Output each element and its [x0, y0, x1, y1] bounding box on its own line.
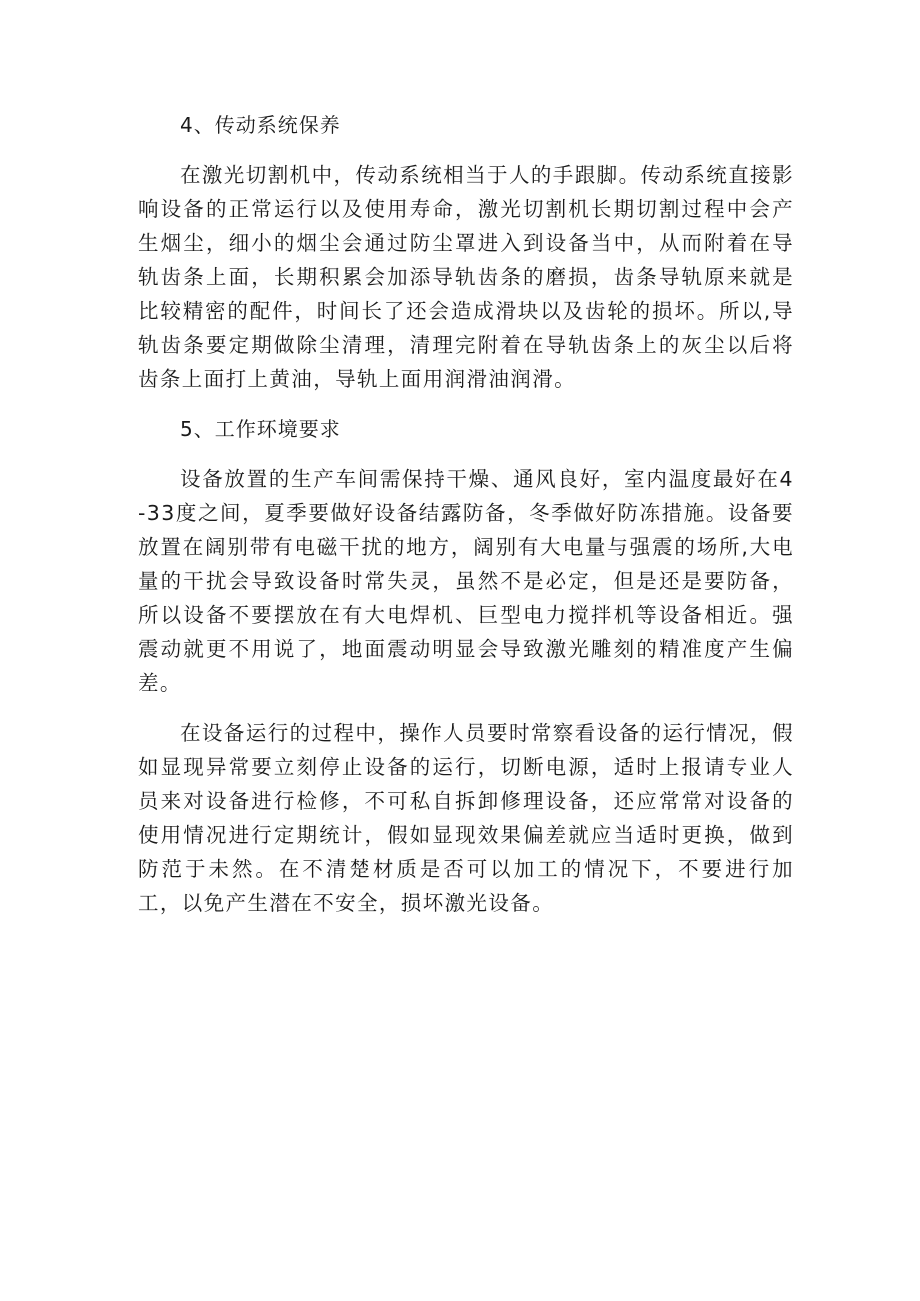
document-page [138, 108, 794, 920]
paragraph-transmission: 在激光切割机中，传动系统相当于人的手跟脚。传动系统直接影响设备的正常运行以及使用寿命，激光切割机长期切割过程中会产生烟尘，细小的烟尘会通过防尘罩进入到设备当中，从而附着在导轨齿条上面，长期积累会加添导轨齿条的磨损，齿条导轨原来就是比较精密的配件，时间长了还会造成滑块以及齿轮的损坏。所以,导轨齿条要定期做除尘清理，清理完附着在导轨齿条上的灰尘以后将齿条上面打上黄油，导轨上面用润滑油润滑。 [138, 163, 794, 391]
paragraph-environment-2: 在设备运行的过程中，操作人员要时常察看设备的运行情况，假如显现异常要立刻停止设备的运行，切断电源，适时上报请专业人员来对设备进行检修，不可私自拆卸修理设备，还应常常对设备的使用情况进行定期统计，假如显现效果偏差就应当适时更换，做到防范于未然。在不清楚材质是否可以加工的情况下，不要进行加工，以免产生潜在不安全，损坏激光设备。 [138, 721, 794, 915]
paragraph-environment-1: 设备放置的生产车间需保持干燥、通风良好，室内温度最好在4-33度之间，夏季要做好设备结露防备，冬季做好防冻措施。设备要放置在阔别带有电磁干扰的地方，阔别有大电量与强震的场所,大电量的干扰会导致设备时常失灵，虽然不是必定，但是还是要防备，所以设备不要摆放在有大电焊机、巨型电力搅拌机等设备相近。强震动就更不用说了，地面震动明显会导致激光雕刻的精准度产生偏差。 [138, 467, 794, 695]
section-heading-environment: 5、工作环境要求 [180, 417, 341, 441]
section-heading-transmission: 4、传动系统保养 [180, 113, 341, 137]
